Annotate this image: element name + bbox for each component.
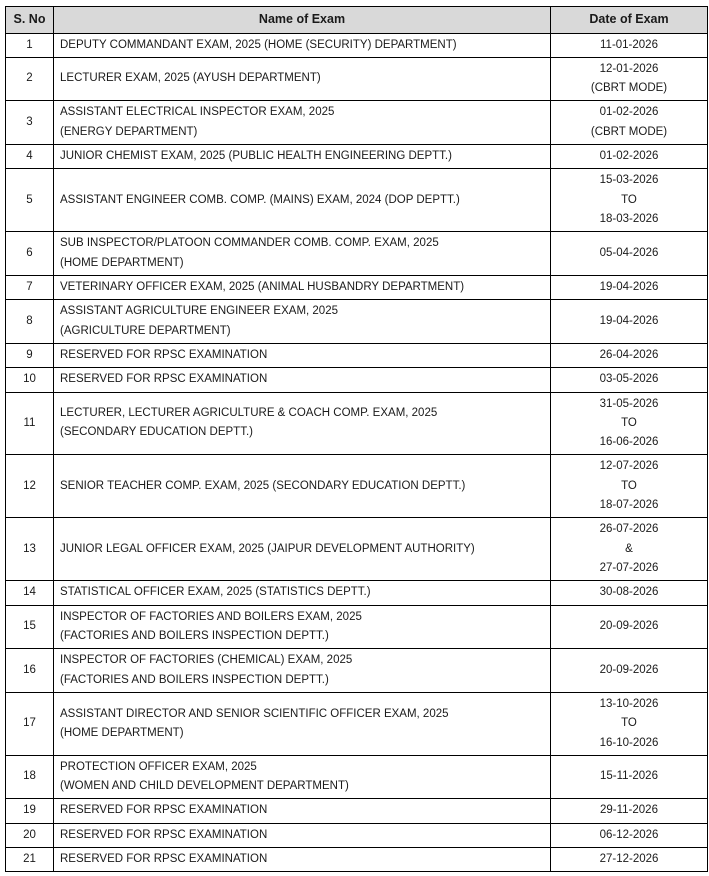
exam-name-cell: LECTURER EXAM, 2025 (AYUSH DEPARTMENT) [54,57,551,101]
serial-number-cell: 3 [6,101,54,145]
serial-number-cell: 12 [6,455,54,518]
exam-date-cell: 11-01-2026 [551,33,708,57]
exam-date-cell: 29-11-2026 [551,799,708,823]
serial-number-cell: 18 [6,755,54,799]
table-row [6,692,708,755]
table-row [6,392,708,455]
table-header-row [6,7,708,34]
exam-name-cell: ASSISTANT ELECTRICAL INSPECTOR EXAM, 2025 (ENERGY DEPARTMENT) [54,101,551,145]
serial-number-cell: 13 [6,518,54,581]
table-row [6,755,708,799]
exam-date-cell: 30-08-2026 [551,581,708,605]
exam-name-cell: ASSISTANT ENGINEER COMB. COMP. (MAINS) EXAM, 2024 (DOP DEPTT.) [54,169,551,232]
serial-number-cell: 1 [6,33,54,57]
serial-number-cell: 15 [6,605,54,649]
exam-date-cell: 31-05-2026 TO 16-06-2026 [551,392,708,455]
exam-date-cell: 15-03-2026 TO 18-03-2026 [551,169,708,232]
exam-name-cell: STATISTICAL OFFICER EXAM, 2025 (STATISTICS DEPTT.) [54,581,551,605]
table-body [6,33,708,872]
table-row [6,300,708,344]
table-row [6,848,708,872]
table-row [6,275,708,299]
exam-name-cell: ASSISTANT DIRECTOR AND SENIOR SCIENTIFIC OFFICER EXAM, 2025 (HOME DEPARTMENT) [54,692,551,755]
exam-name-cell: JUNIOR LEGAL OFFICER EXAM, 2025 (JAIPUR DEVELOPMENT AUTHORITY) [54,518,551,581]
exam-date-cell: 13-10-2026 TO 16-10-2026 [551,692,708,755]
serial-number-cell: 10 [6,368,54,392]
header-serial-number: S. No [6,7,54,34]
exam-date-cell: 20-09-2026 [551,649,708,693]
exam-name-cell: DEPUTY COMMANDANT EXAM, 2025 (HOME (SECURITY) DEPARTMENT) [54,33,551,57]
exam-date-cell: 12-07-2026 TO 18-07-2026 [551,455,708,518]
table-row [6,581,708,605]
exam-date-cell: 03-05-2026 [551,368,708,392]
serial-number-cell: 5 [6,169,54,232]
exam-name-cell: SENIOR TEACHER COMP. EXAM, 2025 (SECONDARY EDUCATION DEPTT.) [54,455,551,518]
table-row [6,145,708,169]
exam-date-cell: 15-11-2026 [551,755,708,799]
exam-name-cell: JUNIOR CHEMIST EXAM, 2025 (PUBLIC HEALTH ENGINEERING DEPTT.) [54,145,551,169]
exam-name-cell: RESERVED FOR RPSC EXAMINATION [54,343,551,367]
table-row [6,343,708,367]
exam-date-cell: 01-02-2026 (CBRT MODE) [551,101,708,145]
exam-date-cell: 19-04-2026 [551,300,708,344]
exam-name-cell: RESERVED FOR RPSC EXAMINATION [54,799,551,823]
exam-date-cell: 27-12-2026 [551,848,708,872]
exam-date-cell: 26-07-2026 & 27-07-2026 [551,518,708,581]
serial-number-cell: 19 [6,799,54,823]
serial-number-cell: 9 [6,343,54,367]
serial-number-cell: 17 [6,692,54,755]
serial-number-cell: 14 [6,581,54,605]
header-exam-name: Name of Exam [54,7,551,34]
table-row [6,368,708,392]
exam-name-cell: RESERVED FOR RPSC EXAMINATION [54,823,551,847]
table-row [6,823,708,847]
exam-date-cell: 19-04-2026 [551,275,708,299]
serial-number-cell: 21 [6,848,54,872]
table-row [6,101,708,145]
exam-name-cell: RESERVED FOR RPSC EXAMINATION [54,848,551,872]
exam-date-cell: 20-09-2026 [551,605,708,649]
header-exam-date: Date of Exam [551,7,708,34]
serial-number-cell: 8 [6,300,54,344]
exam-date-cell: 05-04-2026 [551,232,708,276]
exam-name-cell: RESERVED FOR RPSC EXAMINATION [54,368,551,392]
table-row [6,169,708,232]
table-row [6,232,708,276]
exam-name-cell: PROTECTION OFFICER EXAM, 2025 (WOMEN AND CHILD DEVELOPMENT DEPARTMENT) [54,755,551,799]
serial-number-cell: 2 [6,57,54,101]
exam-date-cell: 12-01-2026 (CBRT MODE) [551,57,708,101]
serial-number-cell: 6 [6,232,54,276]
table-row [6,33,708,57]
serial-number-cell: 4 [6,145,54,169]
exam-date-cell: 06-12-2026 [551,823,708,847]
exam-name-cell: VETERINARY OFFICER EXAM, 2025 (ANIMAL HUSBANDRY DEPARTMENT) [54,275,551,299]
exam-schedule-table [5,6,708,872]
serial-number-cell: 7 [6,275,54,299]
table-row [6,605,708,649]
exam-name-cell: LECTURER, LECTURER AGRICULTURE & COACH COMP. EXAM, 2025 (SECONDARY EDUCATION DEPTT.) [54,392,551,455]
serial-number-cell: 20 [6,823,54,847]
table-row [6,57,708,101]
serial-number-cell: 11 [6,392,54,455]
table-row [6,518,708,581]
exam-date-cell: 26-04-2026 [551,343,708,367]
exam-name-cell: SUB INSPECTOR/PLATOON COMMANDER COMB. COMP. EXAM, 2025 (HOME DEPARTMENT) [54,232,551,276]
exam-date-cell: 01-02-2026 [551,145,708,169]
table-row [6,649,708,693]
exam-name-cell: ASSISTANT AGRICULTURE ENGINEER EXAM, 2025 (AGRICULTURE DEPARTMENT) [54,300,551,344]
exam-name-cell: INSPECTOR OF FACTORIES (CHEMICAL) EXAM, 2025 (FACTORIES AND BOILERS INSPECTION DEPTT.) [54,649,551,693]
table-row [6,455,708,518]
serial-number-cell: 16 [6,649,54,693]
table-row [6,799,708,823]
exam-name-cell: INSPECTOR OF FACTORIES AND BOILERS EXAM, 2025 (FACTORIES AND BOILERS INSPECTION DEPTT.) [54,605,551,649]
